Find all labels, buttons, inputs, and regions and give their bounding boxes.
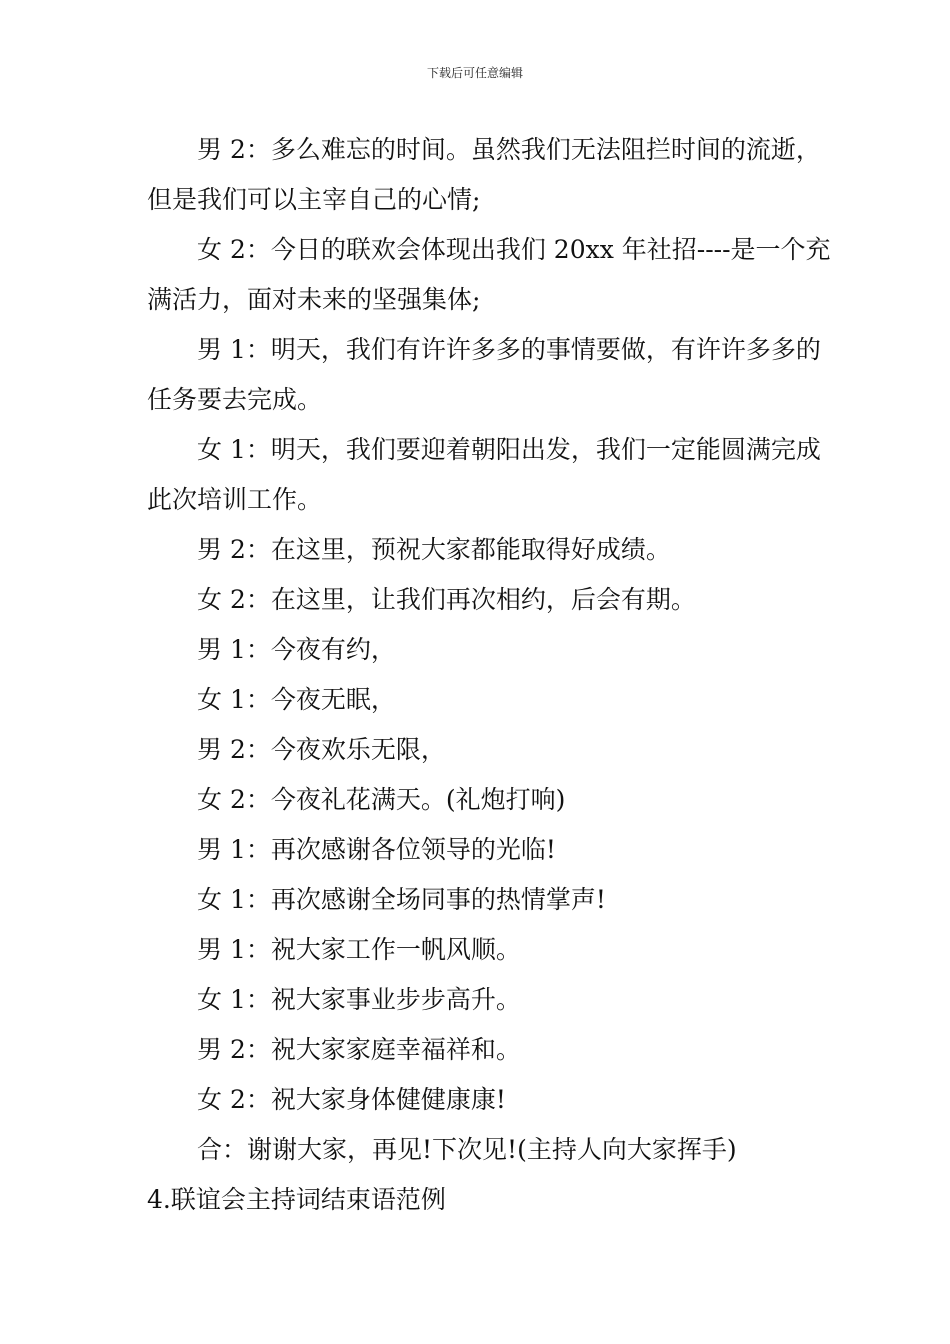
dialogue-line: 男 2：多么难忘的时间。虽然我们无法阻拦时间的流逝，但是我们可以主宰自己的心情; [147,135,821,214]
dialogue-line: 女 2：祝大家身体健健康康! [197,1085,506,1114]
document-body [147,125,837,1225]
dialogue-line: 女 2：今日的联欢会体现出我们 20xx 年社招----是一个充满活力，面对未来的坚强集体; [147,235,831,314]
dialogue-line: 合：谢谢大家，再见!下次见!(主持人向大家挥手) [197,1135,737,1164]
dialogue-line: 女 1：再次感谢全场同事的热情掌声! [197,885,606,914]
dialogue-line: 女 2：在这里，让我们再次相约，后会有期。 [197,585,696,614]
dialogue-line: 男 1：明天，我们有许许多多的事情要做，有许许多多的任务要去完成。 [147,335,821,414]
dialogue-line: 女 1：今夜无眠， [197,685,396,714]
dialogue-line: 男 2：在这里，预祝大家都能取得好成绩。 [197,535,671,564]
dialogue-line: 男 1：今夜有约， [197,635,396,664]
dialogue-line: 男 2：今夜欢乐无限， [197,735,446,764]
page-header: 下载后可任意编辑 [426,66,523,80]
dialogue-line: 女 1：明天，我们要迎着朝阳出发，我们一定能圆满完成此次培训工作。 [147,435,821,514]
dialogue-line: 男 1：祝大家工作一帆风顺。 [197,935,521,964]
dialogue-line: 女 2：今夜礼花满天。(礼炮打响) [197,785,566,814]
section-heading: 4.联谊会主持词结束语范例 [147,1185,446,1214]
dialogue-line: 女 1：祝大家事业步步高升。 [197,985,521,1014]
dialogue-line: 男 2：祝大家家庭幸福祥和。 [197,1035,521,1064]
dialogue-line: 男 1：再次感谢各位领导的光临! [197,835,556,864]
